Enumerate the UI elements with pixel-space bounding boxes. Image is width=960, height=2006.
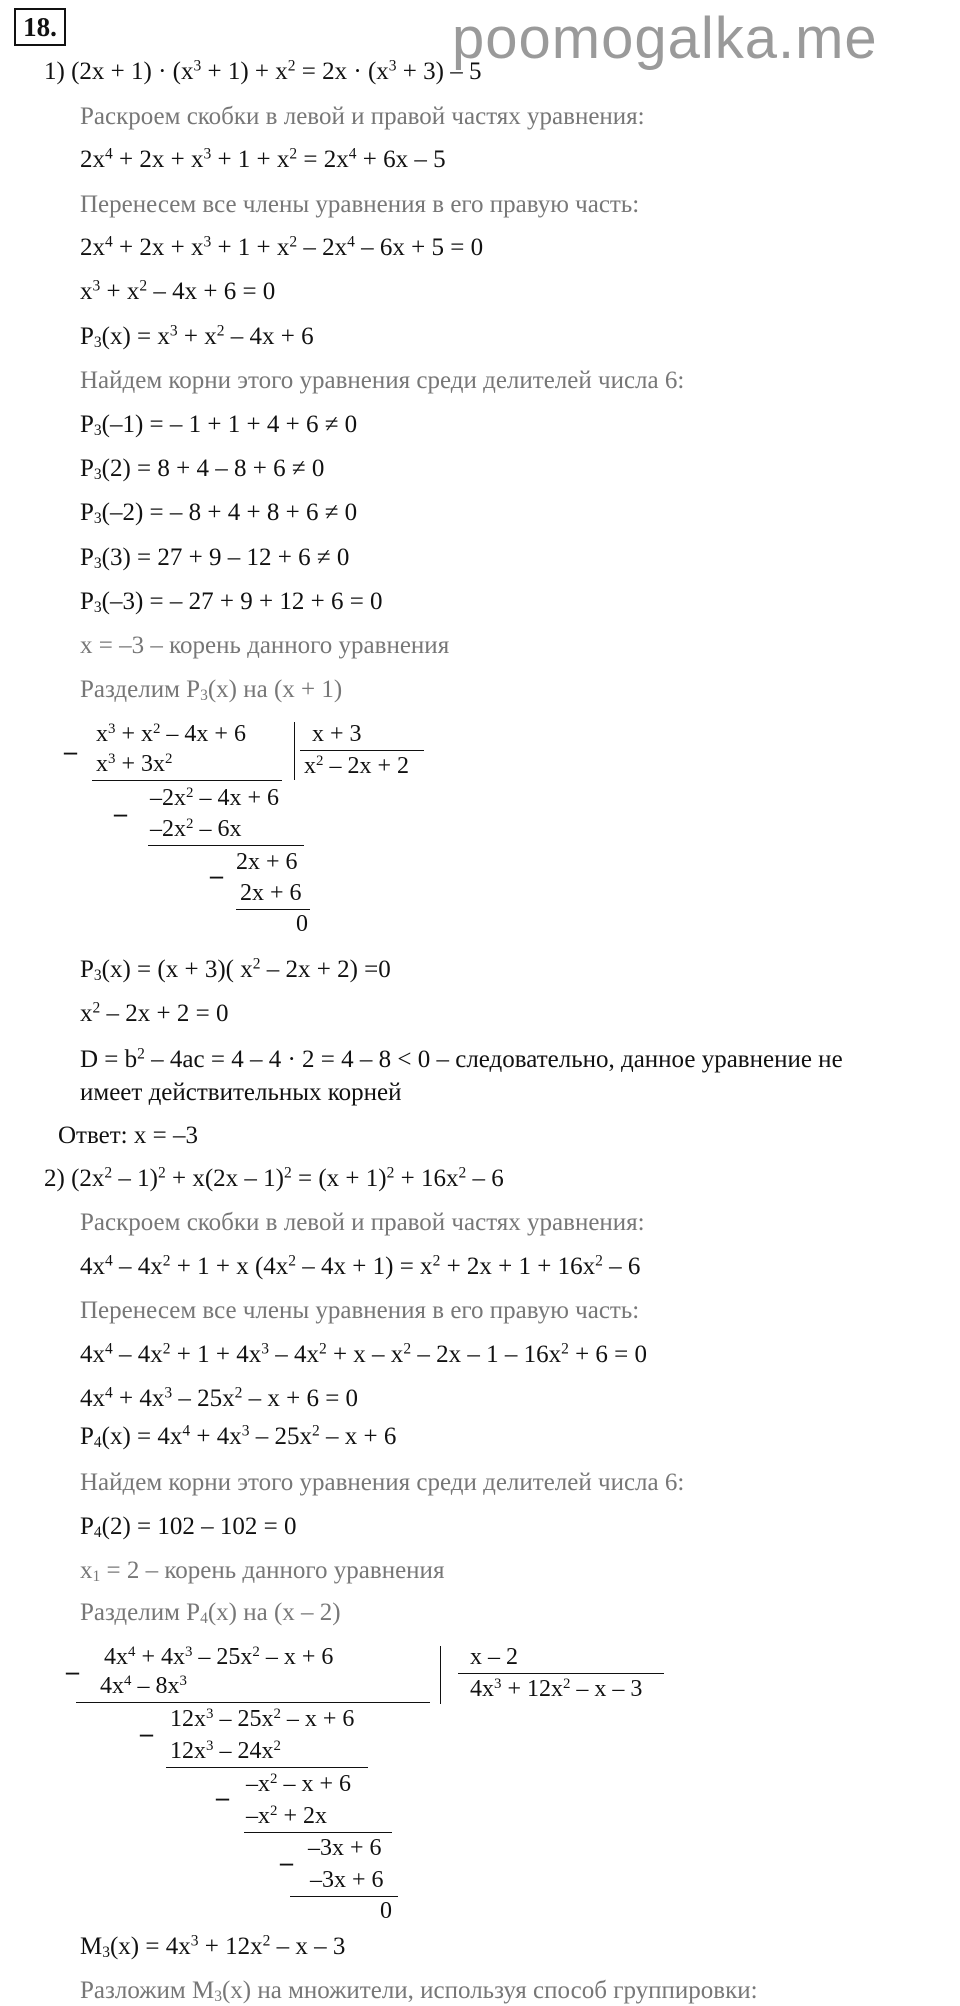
division-divisor: x + 3 <box>312 721 362 747</box>
problem-number: 18. <box>14 8 66 46</box>
part2-equation: $4x^4 - 4x^2 + 1 + x$ $(4x^2 - 4x + 1) = x^2 + 2x + 1 + 16x^2 - 6$ <box>80 1252 641 1280</box>
division-step: $-2x^2 - 6x$ <box>150 815 242 842</box>
part1-check: $P_3(3) = 27 + 9 - 12 + 6 \ne 0$ <box>80 544 350 573</box>
part1-step-text: Найдем корни этого уравнения среди делителей числа 6: <box>80 367 685 394</box>
part1-divide-text: Разделим $P_3(x)$ на (x + 1) <box>80 676 343 705</box>
part2-step-text: Перенесем все члены уравнения в его правую часть: <box>80 1297 640 1324</box>
part1-equation: $2x^4 + 2x + x^3 + 1 + x^2 - 2x^4 - 6x + 5 = 0$ <box>80 233 484 261</box>
division-dividend: $x^3 + x^2 - 4x + 6$ <box>96 720 246 747</box>
division-step: $4x^4 - 8x^3$ <box>100 1672 187 1699</box>
part2-check: $P_4(2) = 102 - 102 = 0$ <box>80 1513 297 1542</box>
division-remainder: 0 <box>296 911 308 937</box>
division-dividend: $4x^4 + 4x^3 - 25x^2 - x + 6$ <box>104 1643 334 1670</box>
part2-polynomial: $P_4(x) = 4x^4 + 4x^3 - 25x^2 - x + 6$ <box>80 1422 397 1452</box>
division-line <box>92 780 282 781</box>
minus-sign: – <box>66 1657 79 1686</box>
division-remainder: 0 <box>380 1898 392 1924</box>
part1-check: $P_3(-2)$ = – 8 + 4 + 8 + 6 ≠ 0 <box>80 499 358 528</box>
part1-check: $P_3(-3)$ = – 27 + 9 + 12 + 6 = 0 <box>80 588 383 617</box>
division-step: $-x^2 + 2x$ <box>246 1802 327 1829</box>
minus-sign: – <box>216 1783 229 1812</box>
division-step: 2x + 6 <box>236 849 298 875</box>
minus-sign: – <box>64 737 77 766</box>
division-line <box>244 1832 392 1833</box>
part1-step-text: Перенесем все члены уравнения в его правую часть: <box>80 191 640 218</box>
divisor-line <box>458 1673 664 1674</box>
part1-equation: $x^3 + x^2 - 4x + 6 = 0$ <box>80 277 276 305</box>
division-quotient: $x^2 - 2x + 2$ <box>304 752 409 779</box>
part2-quotient-poly: $M_3(x) = 4x^3 + 12x^2 - x - 3$ <box>80 1932 346 1962</box>
part2-title: 2) $(2x^2 - 1)^2 + x(2x - 1)^2 = (x + 1)^2 + 16x^2 - 6$ <box>44 1164 504 1192</box>
division-divisor: x – 2 <box>470 1644 518 1670</box>
division-step: $x^3 + 3x^2$ <box>96 750 173 777</box>
part2-divide-text: Разделим $P_4(x)$ на (x – 2) <box>80 1599 341 1628</box>
division-step: 2x + 6 <box>240 880 302 906</box>
part1-equation: $x^2 - 2x + 2 = 0$ <box>80 999 229 1027</box>
division-step: $12x^3 - 24x^2$ <box>170 1737 281 1764</box>
division-step: –3x + 6 <box>310 1867 384 1893</box>
part2-step-text: Раскроем скобки в левой и правой частях уравнения: <box>80 1209 645 1236</box>
part2-equation: $4x^4 - 4x^2 + 1 + 4x^3 - 4x^2 + x - x^2 - 2x - 1 - 16x^2 + 6 = 0$ <box>80 1340 648 1368</box>
division-bar <box>294 722 295 780</box>
part1-check: $P_3(2) = 8 + 4 - 8 + 6 \ne 0$ <box>80 455 325 484</box>
minus-sign: – <box>280 1848 293 1877</box>
division-step: $-x^2 - x + 6$ <box>246 1770 351 1797</box>
part1-step-text: Раскроем скобки в левой и правой частях уравнения: <box>80 103 645 130</box>
division-bar <box>440 1646 441 1704</box>
minus-sign: – <box>210 861 223 890</box>
part1-equation: $2x^4 + 2x + x^3 + 1 + x^2 = 2x^4 + 6x - 5$ <box>80 145 446 173</box>
part2-step-text: Разложим $M_3(x)$ на множители, используя способ группировки: <box>80 1977 758 2006</box>
minus-sign: – <box>114 799 127 828</box>
minus-sign: – <box>140 1719 153 1748</box>
divisor-line <box>300 750 424 751</box>
part1-polynomial: $P_3(x) = x^3 + x^2 - 4x + 6$ <box>80 322 314 352</box>
division-step: $12x^3 - 25x^2 - x + 6$ <box>170 1705 355 1732</box>
part1-factorization: $P_3(x) = (x + 3)$( $x^2 - 2x + 2) =0$ <box>80 955 391 985</box>
part1-check: $P_3(-1)$ = – 1 + 1 + 4 + 6 ≠ 0 <box>80 411 358 440</box>
division-step: $-2x^2 - 4x + 6$ <box>150 784 279 811</box>
division-quotient: $4x^3 + 12x^2 - x - 3$ <box>470 1675 643 1702</box>
division-line <box>166 1767 368 1768</box>
part2-equation: $4x^4 + 4x^3 - 25x^2 - x + 6 = 0$ <box>80 1384 359 1412</box>
part1-discriminant-cont: имеет действительных корней <box>80 1079 402 1106</box>
division-line <box>148 845 304 846</box>
part1-answer: Ответ: x = –3 <box>58 1122 198 1149</box>
division-step: –3x + 6 <box>308 1835 382 1861</box>
watermark: poomogalka.me <box>452 6 878 71</box>
part2-root-text: $x_1 = 2$ – корень данного уравнения <box>80 1557 445 1586</box>
part1-root-text: x = –3 – корень данного уравнения <box>80 632 450 659</box>
part1-title: 1) $(2x + 1) \cdot (x^3 + 1) + x^2 = 2x \cdot (x^3 + 3) - 5$ <box>44 57 482 85</box>
part2-step-text: Найдем корни этого уравнения среди делителей числа 6: <box>80 1469 685 1496</box>
part1-discriminant: $D = b^2 - 4ac = 4 - 4 \cdot 2 = 4 - 8 < 0$ – следовательно, данное уравнение не <box>80 1045 843 1073</box>
division-line <box>76 1702 430 1703</box>
